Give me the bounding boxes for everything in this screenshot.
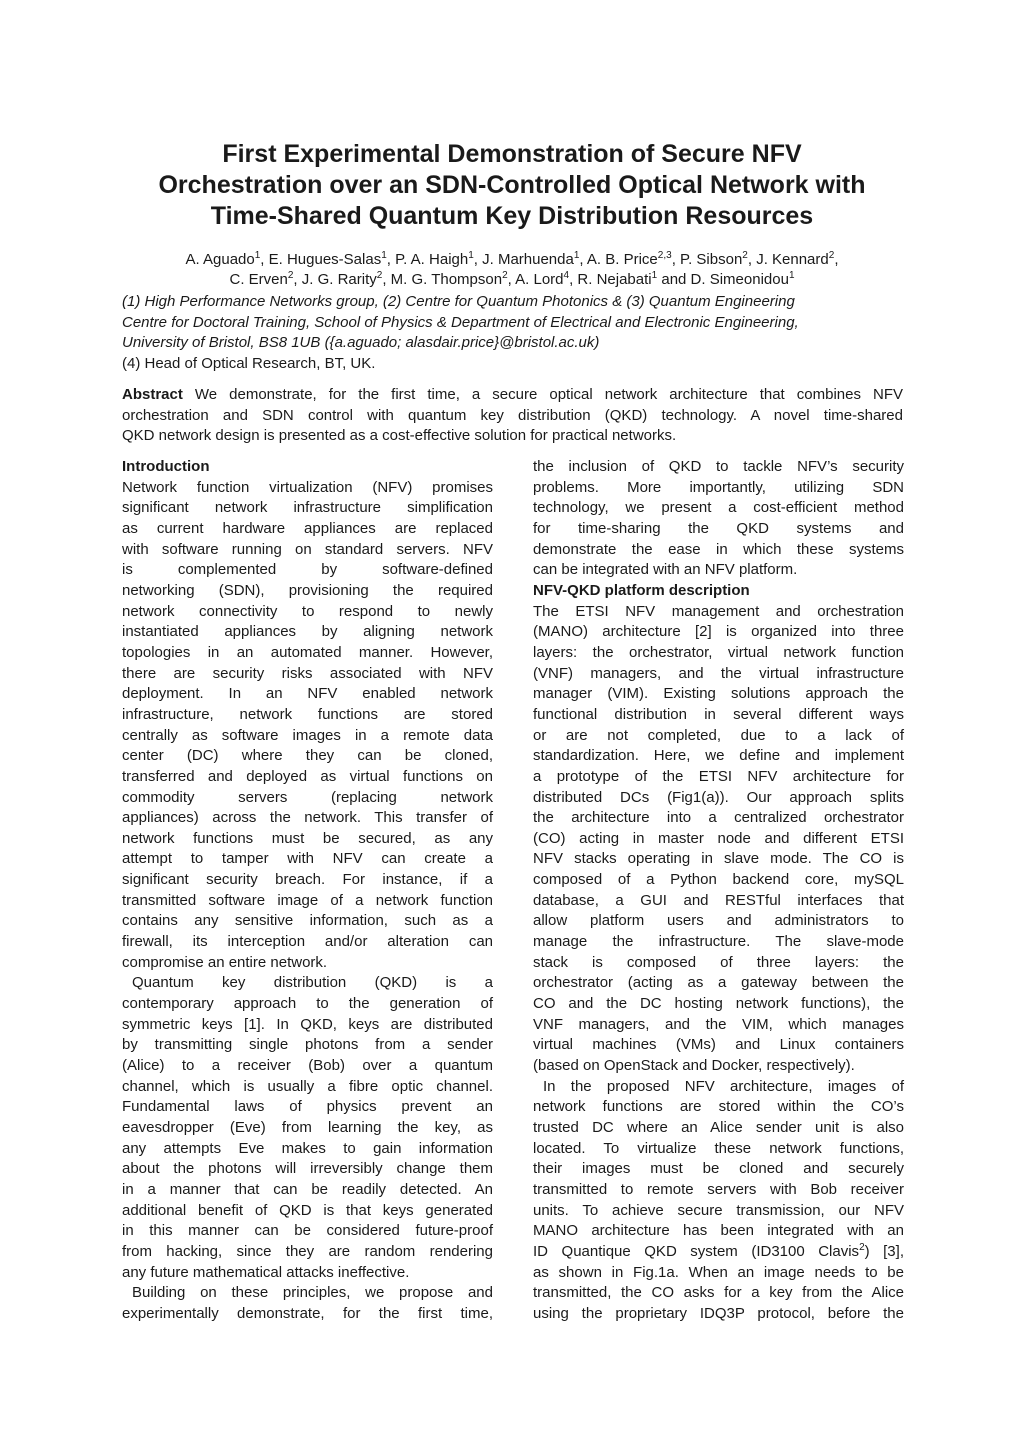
superscript: 2 [859,1241,865,1253]
body-text-line: NFV stacks operating in slave mode. The CO is [533,850,904,868]
body-text: ID Quantique QKD system (ID3100 Clavis [533,1242,860,1260]
body-text-line: database, a GUI and RESTful interfaces that [533,891,904,909]
body-text-line: symmetric keys [1]. In QKD, keys are distributed [122,1015,493,1033]
affiliation-mark: 2 [287,270,294,281]
body-text-line: commodity servers (replacing network [122,788,493,806]
body-text-line: any attempts Eve makes to gain information [122,1139,493,1157]
author-name: , A. Lord [507,271,564,288]
affiliation-mark: 1 [788,270,795,281]
body-text-line: distributed DCs (Fig1(a)). Our approach splits [533,788,904,806]
body-text-line: (MANO) architecture [2] is organized into three [533,623,904,641]
body-text-line: located. To virtualize these network functions, [533,1139,904,1157]
author-name: , P. A. Haigh [386,251,469,268]
body-text-line: trusted DC where an Alice sender unit is also [533,1119,904,1136]
body-text-line: standardization. Here, we define and implement [533,747,904,765]
body-text-line: using the proprietary IDQ3P protocol, before the [533,1304,904,1322]
author-name: , E. Hugues-Salas [260,251,382,268]
body-text-line: VNF managers, and the VIM, which manages [533,1015,904,1033]
author-name: , J. Marhuenda [473,251,574,268]
body-text-line: (CO) acting in master node and different ETSI [533,829,904,847]
body-text-line: topologies in an automated manner. However, [122,643,493,661]
author-name: , J. Kennard [747,251,829,268]
body-text-line: centrally as software images in a remote data [122,726,493,744]
author-list [100,250,924,290]
body-text-line: as shown in Fig.1a. When an image needs to be [533,1263,904,1281]
body-text-line: Building on these principles, we propose and [132,1284,493,1302]
body-text-line: significant security breach. For instance, if a [122,871,493,889]
body-text-line: about the photons will irreversibly change them [122,1160,493,1178]
paper-title [100,139,924,232]
abstract-line [122,385,903,406]
affiliation-mark: 1 [651,270,658,281]
body-text-line: the inclusion of QKD to tackle NFV’s security [533,458,904,475]
author-name: , M. G. Thompson [382,271,503,288]
affiliation-mark: 2,3 [657,250,672,261]
body-text-line: in this manner can be considered future-proof [122,1222,493,1240]
body-text-line: additional benefit of QKD is that keys generated [122,1201,493,1219]
body-text-line: can be integrated with an NFV platform. [533,561,798,579]
title-line: First Experimental Demonstration of Secure NFV [222,140,802,168]
body-text-line: instantiated appliances by aligning network [122,623,493,641]
author-name: , A. B. Price [579,251,658,268]
body-text-line: transferred and deployed as virtual functions on [122,767,493,785]
affiliation-mark: 2 [376,270,383,281]
affiliation-mark: 2 [502,270,508,281]
body-text-line: The ETSI NFV management and orchestration [533,602,904,620]
abstract-line: QKD network design is presented as a cost-effective solution for practical networks. [122,427,677,445]
author-separator: , [834,251,839,268]
affiliation-line: (4) Head of Optical Research, BT, UK. [122,355,376,373]
body-text-line: MANO architecture has been integrated with an [533,1222,904,1240]
body-text-line: eavesdropper (Eve) from learning the key, as [122,1119,493,1136]
author-line-1 [100,250,924,270]
body-text-line: as current hardware appliances are replaced [122,519,493,537]
affiliation-line: University of Bristol, BS8 1UB ({a.aguado; alasdair.price}@bristol.ac.uk) [122,334,600,352]
body-text-line: there are security risks associated with NFV [122,664,493,682]
body-text-line: any future mathematical attacks ineffective. [122,1263,410,1281]
affiliation-mark: 1 [381,250,387,261]
right-column [533,457,904,1325]
body-text-line: networking (SDN), provisioning the required [122,581,493,599]
body-text-line: by transmitting single photons from a sender [122,1036,493,1054]
body-text-line [533,1242,904,1263]
affiliation-mark: 1 [468,250,474,261]
abstract-label: Abstract [122,386,183,403]
body-text-line: from hacking, since they are random rendering [122,1242,493,1260]
body-text-line: layers: the orchestrator, virtual network function [533,643,904,661]
affiliation-line: (1) High Performance Networks group, (2) Centre for Quantum Photonics & (3) Quantum Engineering [122,293,795,310]
affiliation-mark: 1 [573,250,580,261]
body-text-line: Quantum key distribution (QKD) is a [132,974,493,992]
body-text-line: manage the infrastructure. The slave-mode [533,933,904,951]
body-text-line: center (DC) where they can be cloned, [122,747,493,765]
body-text-line: significant network infrastructure simplification [122,499,493,517]
body-text-line: units. To achieve secure transmission, our NFV [533,1201,904,1219]
author-line-2 [100,270,924,290]
body-text-line: compromise an entire network. [122,953,328,971]
affiliation-mark: 1 [254,250,261,261]
body-text-line: network functions are stored within the CO’s [533,1098,904,1116]
author-name: A. Aguado [185,251,255,268]
body-text-line: CO and the DC hosting network functions), the [533,995,904,1013]
body-text-line: virtual machines (VMs) and Linux containers [533,1036,904,1054]
affiliations [122,292,912,375]
body-text-line: the architecture into a centralized orchestrator [533,809,904,827]
body-text: ) [3], [864,1242,904,1260]
body-text-line: allow platform users and administrators to [533,912,904,930]
body-text-line: infrastructure, network functions are stored [122,705,493,723]
body-text-line: firewall, its interception and/or alteration can [122,933,493,951]
body-text-line: with software running on standard servers. NFV [122,540,493,558]
body-text-line: demonstrate the ease in which these systems [533,540,904,558]
author-name: , R. Nejabati [569,271,652,288]
body-text-line: In the proposed NFV architecture, images of [543,1077,904,1095]
left-column [122,457,493,1325]
body-text-line: (Alice) to a receiver (Bob) over a quantum [122,1057,493,1075]
author-name: and D. Simeonidou [657,271,789,288]
body-text-line: transmitted software image of a network function [122,891,493,909]
body-text-line: problems. More importantly, utilizing SDN [533,478,904,496]
body-text-line: appliances) across the network. This transfer of [122,809,493,827]
title-line: Orchestration over an SDN-Controlled Optical Network with [158,171,866,199]
body-text-line: Fundamental laws of physics prevent an [122,1098,493,1116]
body-text-line: manager (VIM). Existing solutions approach the [533,685,904,703]
affiliation-mark: 2 [828,250,835,261]
body-text-line: channel, which is usually a fibre optic channel. [122,1077,493,1095]
body-text-line: (VNF) managers, and the virtual infrastructure [533,664,904,682]
body-text-line: orchestrator (acting as a gateway between the [533,974,904,992]
body-text-line: stack is composed of three layers: the [533,953,904,971]
title-line: Time-Shared Quantum Key Distribution Resources [210,202,814,230]
body-text-line: Network function virtualization (NFV) promises [122,478,493,496]
author-name: C. Erven [229,271,288,288]
section-heading: NFV-QKD platform description [533,581,750,599]
body-text-line: attempt to tamper with NFV can create a [122,850,493,868]
body-text-line: a prototype of the ETSI NFV architecture for [533,767,904,785]
abstract [122,385,903,447]
body-text-line: transmitted, the CO asks for a key from the Alice [533,1284,904,1302]
affiliation-line: Centre for Doctoral Training, School of Physics & Department of Electrical and Electronic Engineering, [122,313,799,331]
body-text-line: contains any sensitive information, such as a [122,912,493,930]
section-heading: Introduction [122,458,210,475]
body-text-line: experimentally demonstrate, for the first time, [122,1304,493,1322]
body-text-line: is complemented by software-defined [122,561,493,579]
body-text-line: composed of a Python backend core, mySQL [533,871,904,889]
body-text-line: technology, we present a cost-efficient method [533,499,904,517]
body-text-line: for time-sharing the QKD systems and [533,519,904,537]
abstract-text: We demonstrate, for the first time, a secure optical network architecture that combines NFV [182,386,903,403]
body-text-line: functional distribution in several different ways [533,705,904,723]
body-text-line: or are not completed, due to a lack of [533,726,904,744]
body-text-line: deployment. In an NFV enabled network [122,685,493,703]
body-text-line: in a manner that can be readily detected. An [122,1180,493,1198]
body-text-line: their images must be cloned and securely [533,1160,904,1178]
affiliation-mark: 4 [563,270,570,281]
body-text-line: transmitted to remote servers with Bob receiver [533,1180,904,1198]
affiliation-mark: 2 [742,250,748,261]
body-text-line: (based on OpenStack and Docker, respectively). [533,1057,855,1075]
body-text-line: network connectivity to respond to newly [122,602,493,620]
body-text-line: contemporary approach to the generation of [122,995,493,1013]
body-text-line: network functions must be secured, as any [122,829,493,847]
author-name: , J. G. Rarity [293,271,377,288]
author-name: , P. Sibson [671,251,743,268]
abstract-line: orchestration and SDN control with quantum key distribution (QKD) technology. A novel time-shared [122,406,903,424]
